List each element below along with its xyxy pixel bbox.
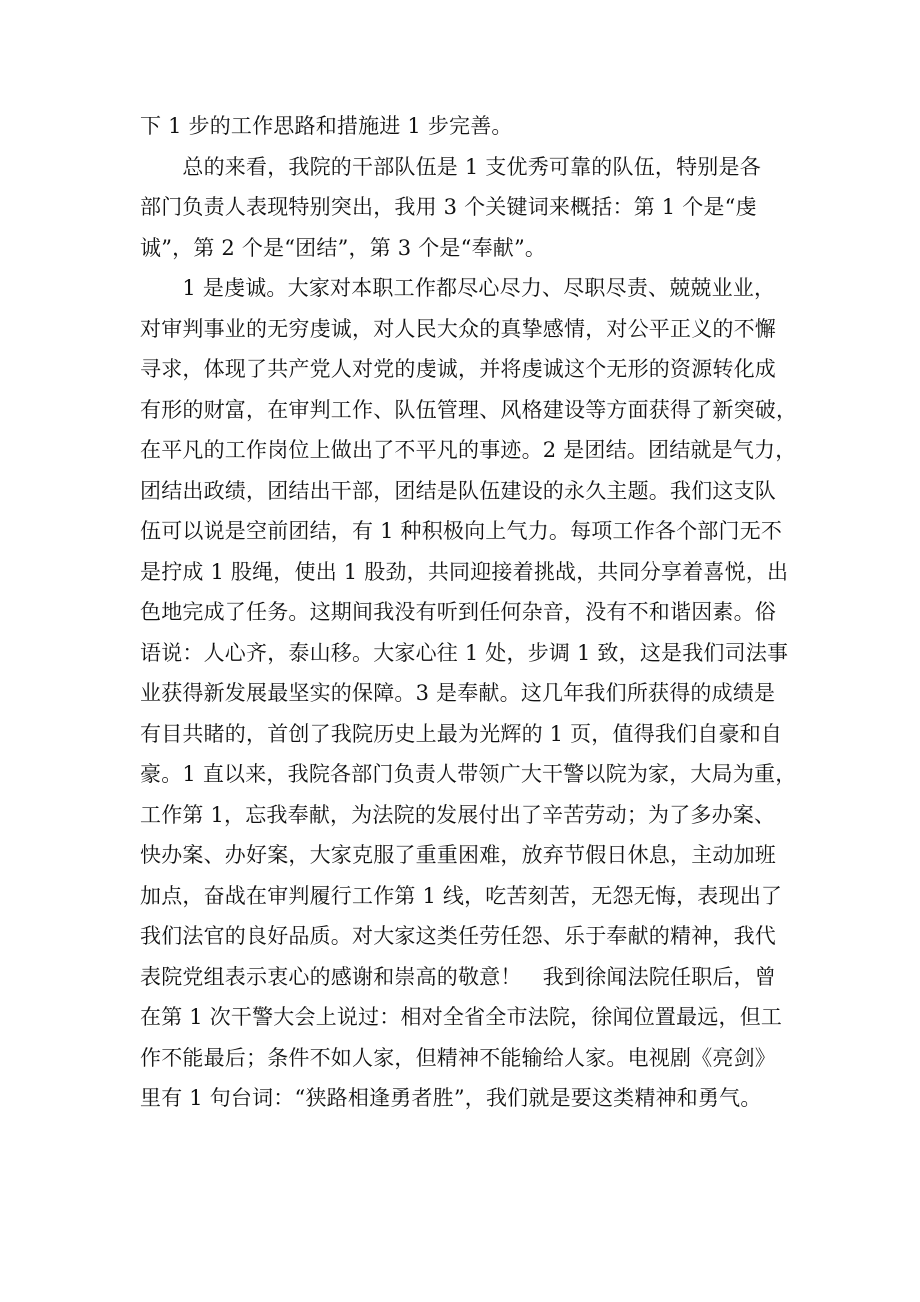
text-line: 寻求，体现了共产党人对党的虔诚，并将虔诚这个无形的资源转化成 bbox=[140, 357, 776, 381]
text-line: 里有 1 句台词：“狭路相逢勇者胜”，我们就是要这类精神和勇气。 bbox=[140, 1086, 762, 1110]
text-line: 我们法官的良好品质。对大家这类任劳任怨、乐于奉献的精神，我代 bbox=[140, 924, 776, 948]
text-line: 豪。1 直以来，我院各部门负责人带领广大干警以院为家，大局为重， bbox=[140, 762, 797, 786]
text-line: 业获得新发展最坚实的保障。3 是奉献。这几年我们所获得的成绩是 bbox=[140, 681, 776, 705]
text-line: 在平凡的工作岗位上做出了不平凡的事迹。2 是团结。团结就是气力， bbox=[140, 438, 797, 462]
text-line: 色地完成了任务。这期间我没有听到任何杂音，没有不和谐因素。俗 bbox=[140, 600, 776, 624]
text-line: 语说：人心齐，泰山移。大家心往 1 处，步调 1 致，这是我们司法事 bbox=[140, 640, 789, 665]
text-line: 在第 1 次干警大会上说过：相对全省全市法院，徐闻位置最远，但工 bbox=[140, 1005, 783, 1029]
text-line: 加点，奋战在审判履行工作第 1 线，吃苦刻苦，无怨无悔，表现出了 bbox=[140, 883, 783, 908]
text-line: 1 是虔诚。大家对本职工作都尽心尽力、尽职尽责、兢兢业业， bbox=[140, 276, 776, 300]
document-body bbox=[140, 106, 798, 1119]
text-line: 是拧成 1 股绳，使出 1 股劲，共同迎接着挑战，共同分享着喜悦，出 bbox=[140, 559, 789, 584]
text-line: 诚”，第 2 个是“团结”，第 3 个是“奉献”。 bbox=[140, 235, 547, 260]
text-line: 部门负责人表现特别突出，我用 3 个关键词来概括：第 1 个是“虔 bbox=[140, 195, 757, 219]
text-line: 表院党组表示衷心的感谢和崇高的敬意！ 我到徐闻法院任职后，曾 bbox=[140, 964, 776, 989]
text-line: 团结出政绩，团结出干部，团结是队伍建设的永久主题。我们这支队 bbox=[140, 478, 776, 503]
text-line: 作不能最后；条件不如人家，但精神不能输给人家。电视剧《亮剑》 bbox=[140, 1045, 776, 1070]
text-line: 有形的财富，在审判工作、队伍管理、风格建设等方面获得了新突破， bbox=[140, 397, 798, 422]
text-line: 有目共睹的，首创了我院历史上最为光辉的 1 页，值得我们自豪和自 bbox=[140, 721, 783, 746]
text-line: 总的来看，我院的干部队伍是 1 支优秀可靠的队伍，特别是各 bbox=[140, 154, 761, 179]
text-line: 工作第 1，忘我奉献，为法院的发展付出了辛苦劳动；为了多办案、 bbox=[140, 802, 776, 827]
text-line: 快办案、办好案，大家克服了重重困难，放弃节假日休息，主动加班 bbox=[140, 843, 776, 867]
text-line: 下 1 步的工作思路和措施进 1 步完善。 bbox=[140, 114, 513, 138]
text-line: 伍可以说是空前团结，有 1 种积极向上气力。每项工作各个部门无不 bbox=[140, 519, 783, 543]
text-line: 对审判事业的无穷虔诚，对人民大众的真挚感情，对公平正义的不懈 bbox=[140, 316, 776, 341]
